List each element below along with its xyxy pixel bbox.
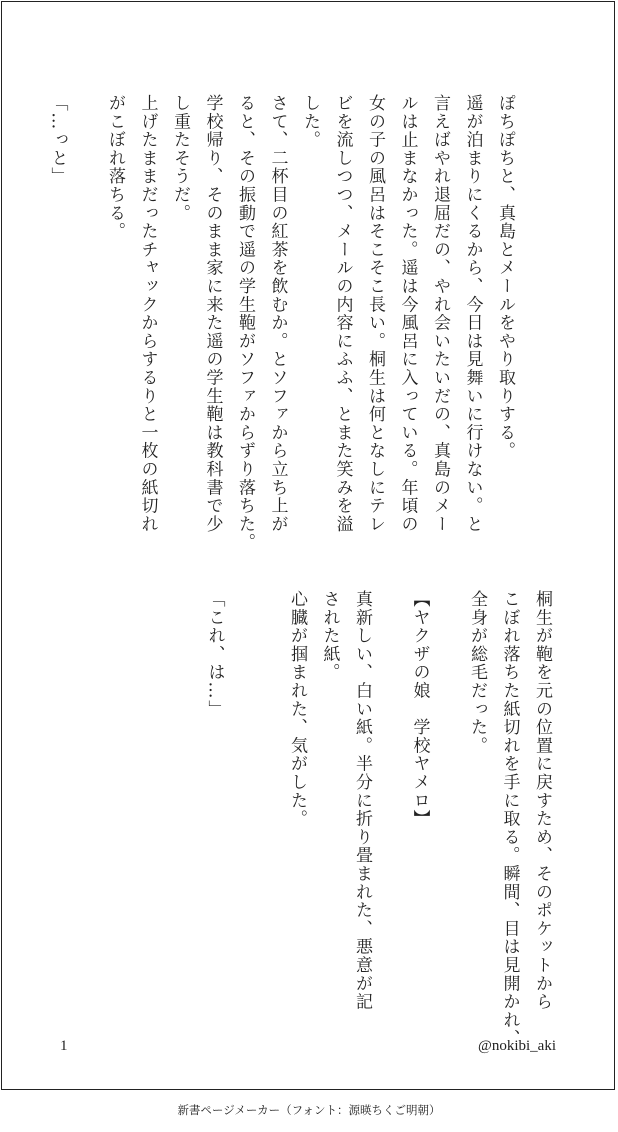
text-line: し重たそうだ。 xyxy=(170,94,190,223)
text-line: 桐生が鞄を元の位置に戻すため、そのポケットから xyxy=(532,590,552,1011)
text-line: 言えばやれ退屈だの、やれ会いたいだの、真島のメー xyxy=(430,94,450,534)
blank-line xyxy=(378,590,403,600)
text-line: ビを流しつつ、メールの内容にふふ、とまた笑みを溢 xyxy=(332,94,353,534)
text-line: 真新しい、白い紙。半分に折り畳まれた、悪意が記 xyxy=(352,590,372,1011)
text-line: された紙。 xyxy=(319,590,340,682)
blank-line xyxy=(256,590,281,600)
page-number: 1 xyxy=(60,1038,68,1054)
text-line: 学校帰り、そのまま家に来た遥の学生鞄は教科書で少 xyxy=(202,94,223,534)
text-line: 【ヤクザの娘 学校ヤメロ】 xyxy=(409,590,430,828)
text-line: 「これ、は…」 xyxy=(204,590,225,719)
text-line: ぽちぽちと、真島とメールをやり取りする。 xyxy=(495,94,515,460)
text-line: 心臓が掴まれた、気がした。 xyxy=(287,590,307,828)
text-line: 上げたままだったチャックからするりと一枚の紙切れ xyxy=(137,94,158,534)
page-frame xyxy=(1,1,615,1090)
text-line: がこぼれ落ちる。 xyxy=(105,94,125,241)
blank-line xyxy=(231,590,256,600)
text-line: した。 xyxy=(300,94,320,149)
text-line: ると、その振動で遥の学生鞄がソファからずり落ちた。 xyxy=(235,94,255,552)
text-line: 女の子の風呂はそこそこ長い。桐生は何となしにテレ xyxy=(365,94,385,534)
text-line: 全身が総毛だった。 xyxy=(467,590,487,755)
upper-text-block xyxy=(41,94,521,552)
blank-line xyxy=(74,94,99,104)
author-handle: @nokibi_aki xyxy=(478,1038,556,1054)
text-line: こぼれ落ちた紙切れを手に取る。瞬間、目は見開かれ、 xyxy=(499,590,520,1048)
text-line: ルは止まなかった。遥は今風呂に入っている。年頃の xyxy=(397,94,418,534)
generator-credit: 新書ページメーカー（フォント：源暎ちくご明朝） xyxy=(177,1103,441,1117)
blank-line xyxy=(436,590,461,600)
text-line: 「…っと」 xyxy=(47,94,68,186)
text-line: さて、二杯目の紅茶を飲むか。とソファから立ち上が xyxy=(267,94,288,534)
text-line: 遥が泊まりにくるから、今日は見舞いに行けない。と xyxy=(462,94,483,534)
